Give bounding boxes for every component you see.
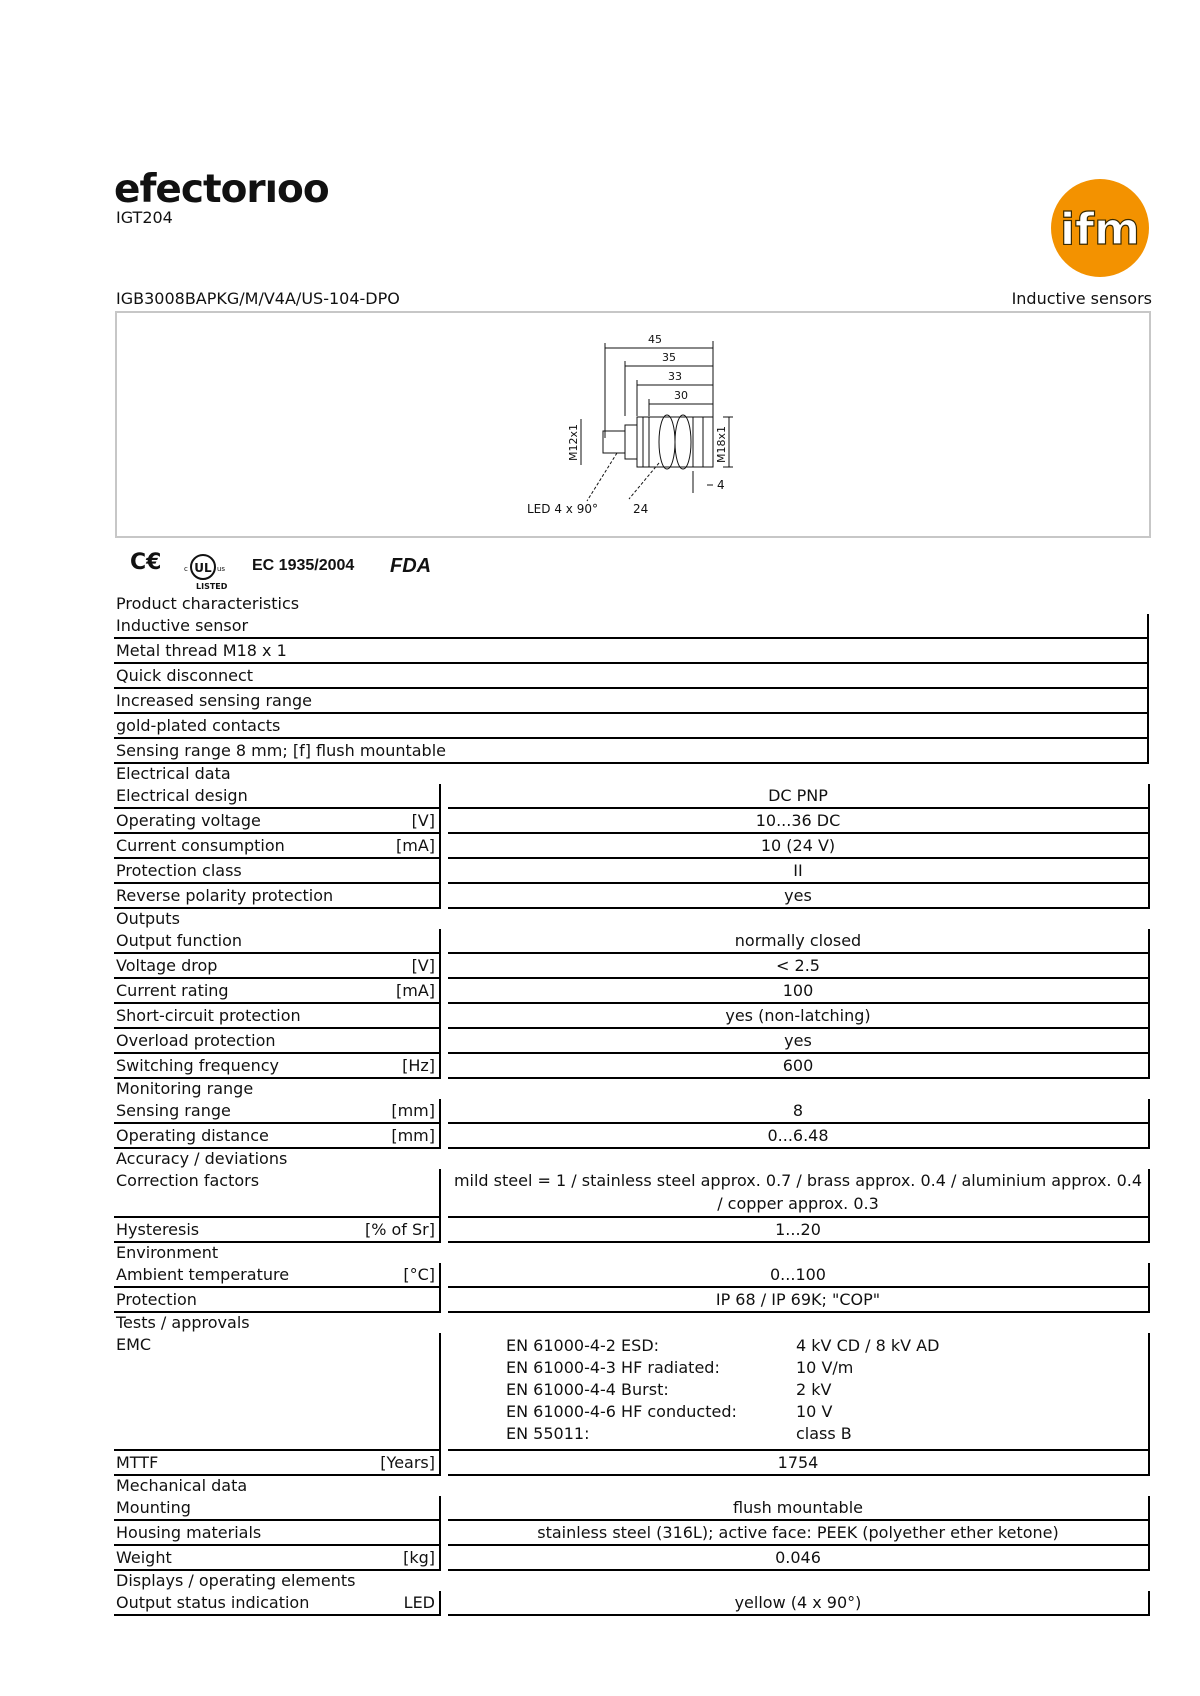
thread-left-label: M12x1 — [567, 424, 580, 461]
spec-value-cell — [448, 979, 1150, 1004]
spec-row — [114, 1546, 1150, 1571]
spec-row — [114, 1521, 1150, 1546]
spec-label: Correction factors — [116, 1171, 260, 1190]
spec-label-cell — [114, 1124, 441, 1149]
spec-label: Operating distance — [116, 1126, 269, 1145]
spec-value: 0.046 — [775, 1548, 821, 1567]
spec-label: EMC — [116, 1335, 152, 1354]
spec-row — [114, 979, 1150, 1004]
spec-value-cell — [448, 1521, 1150, 1546]
spec-row — [114, 1288, 1150, 1313]
spec-label: Current rating — [116, 981, 229, 1000]
dim-33: 33 — [668, 370, 682, 383]
spec-label: Increased sensing range — [116, 691, 312, 710]
spec-value: 10 (24 V) — [760, 836, 836, 855]
ifm-logo — [1050, 178, 1150, 278]
spec-label-cell — [114, 859, 441, 884]
section-title: Displays / operating elements — [116, 1571, 356, 1590]
spec-value-cell — [448, 1451, 1150, 1476]
spec-value: 0...6.48 — [767, 1126, 829, 1145]
section-title: Monitoring range — [116, 1079, 254, 1098]
section-title: Electrical data — [116, 764, 231, 783]
spec-label-cell — [114, 739, 1149, 764]
svg-text:UL: UL — [194, 561, 212, 575]
spec-value-cell — [448, 1496, 1150, 1521]
spec-label-cell — [114, 1333, 441, 1451]
spec-label: Hysteresis — [116, 1220, 200, 1239]
spec-row — [114, 1004, 1150, 1029]
spec-value-cell — [448, 954, 1150, 979]
spec-label-cell — [114, 1029, 441, 1054]
thread-right-label: M18x1 — [715, 426, 728, 463]
spec-label: Inductive sensor — [116, 616, 249, 635]
emc-standard: EN 61000-4-6 HF conducted: — [506, 1402, 737, 1421]
spec-unit: [V] — [411, 811, 435, 830]
logo-text: ifm — [1059, 204, 1141, 255]
spec-value: mild steel = 1 / stainless steel approx. 0.7 / brass approx. 0.4 / aluminium approx. 0.4 / copper approx. 0.3 — [453, 1171, 1143, 1213]
spec-label-cell — [114, 884, 441, 909]
spec-label: Housing materials — [116, 1523, 262, 1542]
spec-row — [114, 1029, 1150, 1054]
spec-row — [114, 1496, 1150, 1521]
model-code: IGT204 — [116, 208, 173, 227]
spec-unit: [°C] — [403, 1265, 435, 1284]
spec-row — [114, 664, 1150, 689]
emc-value: 2 kV — [796, 1380, 832, 1399]
spec-row — [114, 714, 1150, 739]
spec-row — [114, 1263, 1150, 1288]
spec-value-cell — [448, 1029, 1150, 1054]
spec-value-cell — [448, 1288, 1150, 1313]
spec-value: yellow (4 x 90°) — [734, 1593, 862, 1612]
spec-label: Output function — [116, 931, 243, 950]
spec-value: 1754 — [777, 1453, 819, 1472]
spec-value-cell — [448, 834, 1150, 859]
spec-value-cell — [448, 1054, 1150, 1079]
spec-value-cell — [448, 784, 1150, 809]
spec-value-cell — [448, 1169, 1150, 1218]
wrench-size: 24 — [633, 502, 649, 516]
section-title: Tests / approvals — [116, 1313, 250, 1332]
spec-row — [114, 884, 1150, 909]
spec-label-cell — [114, 714, 1149, 739]
spec-value: 100 — [782, 981, 814, 1000]
dim-small: 4 — [717, 478, 725, 492]
spec-value-cell — [448, 1218, 1150, 1243]
spec-row — [114, 739, 1150, 764]
approval-marks — [128, 550, 468, 596]
spec-label-cell — [114, 1546, 441, 1571]
spec-unit: [V] — [411, 956, 435, 975]
spec-row — [114, 1591, 1150, 1616]
spec-label-cell — [114, 1288, 441, 1313]
spec-label: MTTF — [116, 1453, 159, 1472]
spec-label: Quick disconnect — [116, 666, 254, 685]
spec-label-cell — [114, 664, 1149, 689]
spec-value: < 2.5 — [776, 956, 820, 975]
ul-listed-label: LISTED — [196, 582, 228, 591]
spec-label: Mounting — [116, 1498, 191, 1517]
emc-value: 10 V — [796, 1402, 833, 1421]
spec-unit: [mm] — [391, 1126, 435, 1145]
spec-label-cell — [114, 954, 441, 979]
spec-label: Weight — [116, 1548, 172, 1567]
spec-value: 0...100 — [770, 1265, 826, 1284]
spec-value: 8 — [792, 1101, 804, 1120]
spec-label-cell — [114, 1004, 441, 1029]
spec-label: Protection — [116, 1290, 197, 1309]
spec-value: stainless steel (316L); active face: PEEK (polyether ether ketone) — [537, 1523, 1059, 1542]
spec-value-cell — [448, 1546, 1150, 1571]
spec-value: normally closed — [734, 931, 862, 950]
svg-text:us: us — [217, 565, 226, 573]
spec-label-cell — [114, 1263, 441, 1288]
spec-value-cell — [448, 1099, 1150, 1124]
spec-label: Switching frequency — [116, 1056, 279, 1075]
emc-value: class B — [796, 1424, 852, 1443]
spec-label-cell — [114, 834, 441, 859]
spec-row — [114, 834, 1150, 859]
section-title: Outputs — [116, 909, 180, 928]
spec-value: DC PNP — [768, 786, 828, 805]
spec-label: Sensing range 8 mm; [f] flush mountable — [116, 741, 446, 760]
ce-mark: C€ — [130, 550, 162, 575]
spec-unit: [kg] — [403, 1548, 435, 1567]
spec-label: Operating voltage — [116, 811, 261, 830]
spec-row — [114, 954, 1150, 979]
spec-value-cell — [448, 1124, 1150, 1149]
spec-label-cell — [114, 1054, 441, 1079]
spec-label: Overload protection — [116, 1031, 276, 1050]
spec-value: 10...36 DC — [755, 811, 841, 830]
section-title: Environment — [116, 1243, 219, 1262]
emc-standard: EN 61000-4-2 ESD: — [506, 1336, 660, 1355]
spec-unit: [Hz] — [402, 1056, 435, 1075]
spec-value-cell — [448, 884, 1150, 909]
emc-value: 4 kV CD / 8 kV AD — [796, 1336, 940, 1355]
spec-label-cell — [114, 979, 441, 1004]
spec-row — [114, 1218, 1150, 1243]
section-title: Product characteristics — [116, 594, 300, 613]
spec-unit: LED — [403, 1593, 435, 1612]
spec-label: Output status indication — [116, 1593, 310, 1612]
spec-label-cell — [114, 809, 441, 834]
spec-label-cell — [114, 1169, 441, 1218]
dim-30: 30 — [674, 389, 688, 402]
article-number: IGB3008BAPKG/M/V4A/US-104-DPO — [116, 289, 400, 308]
spec-label: Current consumption — [116, 836, 285, 855]
spec-unit: [mm] — [391, 1101, 435, 1120]
spec-label-cell — [114, 689, 1149, 714]
spec-label-cell — [114, 639, 1149, 664]
spec-label: Metal thread M18 x 1 — [116, 641, 287, 660]
spec-row — [114, 639, 1150, 664]
spec-row — [114, 1169, 1150, 1218]
product-category: Inductive sensors — [1011, 289, 1152, 308]
spec-label-cell — [114, 1496, 441, 1521]
spec-label: Electrical design — [116, 786, 248, 805]
spec-row — [114, 614, 1150, 639]
ec-regulation-mark: EC 1935/2004 — [252, 557, 355, 574]
spec-label: Voltage drop — [116, 956, 218, 975]
spec-value: yes (non-latching) — [725, 1006, 871, 1025]
led-label: LED 4 x 90° — [527, 502, 598, 516]
spec-label-cell — [114, 1099, 441, 1124]
emc-value: 10 V/m — [796, 1358, 854, 1377]
spec-label: Short-circuit protection — [116, 1006, 301, 1025]
spec-value: yes — [784, 1031, 812, 1050]
spec-unit: [% of Sr] — [364, 1220, 435, 1239]
spec-value-cell — [448, 1263, 1150, 1288]
fda-mark: FDA — [390, 555, 432, 577]
spec-value-cell — [448, 859, 1150, 884]
spec-row — [114, 1054, 1150, 1079]
section-title: Accuracy / deviations — [116, 1149, 288, 1168]
spec-value-cell — [448, 809, 1150, 834]
spec-value-cell — [448, 1004, 1150, 1029]
spec-label: Protection class — [116, 861, 242, 880]
spec-label-cell — [114, 1521, 441, 1546]
emc-standard: EN 55011: — [506, 1424, 590, 1443]
dim-45: 45 — [648, 333, 662, 346]
spec-row — [114, 1099, 1150, 1124]
spec-row — [114, 689, 1150, 714]
dim-35: 35 — [662, 351, 676, 364]
dimension-drawing — [115, 311, 1151, 538]
spec-value: flush mountable — [733, 1498, 863, 1517]
spec-label-cell — [114, 1218, 441, 1243]
spec-unit: [mA] — [395, 981, 435, 1000]
svg-text:c: c — [184, 565, 188, 573]
spec-label-cell — [114, 1451, 441, 1476]
spec-row — [114, 859, 1150, 884]
section-title: Mechanical data — [116, 1476, 248, 1495]
spec-label: Sensing range — [116, 1101, 231, 1120]
spec-unit: [mA] — [395, 836, 435, 855]
spec-value-cell — [448, 1591, 1150, 1616]
spec-value-cell — [448, 1333, 1150, 1451]
spec-value: yes — [784, 886, 812, 905]
spec-value: IP 68 / IP 69K; "COP" — [715, 1290, 881, 1309]
spec-row — [114, 1451, 1150, 1476]
spec-label: gold-plated contacts — [116, 716, 281, 735]
spec-value: II — [793, 861, 803, 880]
brand-wordmark: efectorıoo — [114, 167, 329, 212]
spec-label-cell — [114, 929, 441, 954]
spec-value: 600 — [782, 1056, 814, 1075]
spec-row — [114, 809, 1150, 834]
spec-label: Reverse polarity protection — [116, 886, 334, 905]
spec-label: Ambient temperature — [116, 1265, 290, 1284]
spec-row — [114, 784, 1150, 809]
spec-row — [114, 1333, 1150, 1451]
spec-value: 1...20 — [775, 1220, 821, 1239]
spec-value-cell — [448, 929, 1150, 954]
spec-unit: [Years] — [380, 1453, 435, 1472]
spec-row — [114, 1124, 1150, 1149]
spec-label-cell — [114, 784, 441, 809]
spec-label-cell — [114, 614, 1149, 639]
emc-standard: EN 61000-4-4 Burst: — [506, 1380, 669, 1399]
spec-table — [114, 594, 1150, 1616]
spec-label-cell — [114, 1591, 441, 1616]
spec-row — [114, 929, 1150, 954]
emc-standard: EN 61000-4-3 HF radiated: — [506, 1358, 720, 1377]
